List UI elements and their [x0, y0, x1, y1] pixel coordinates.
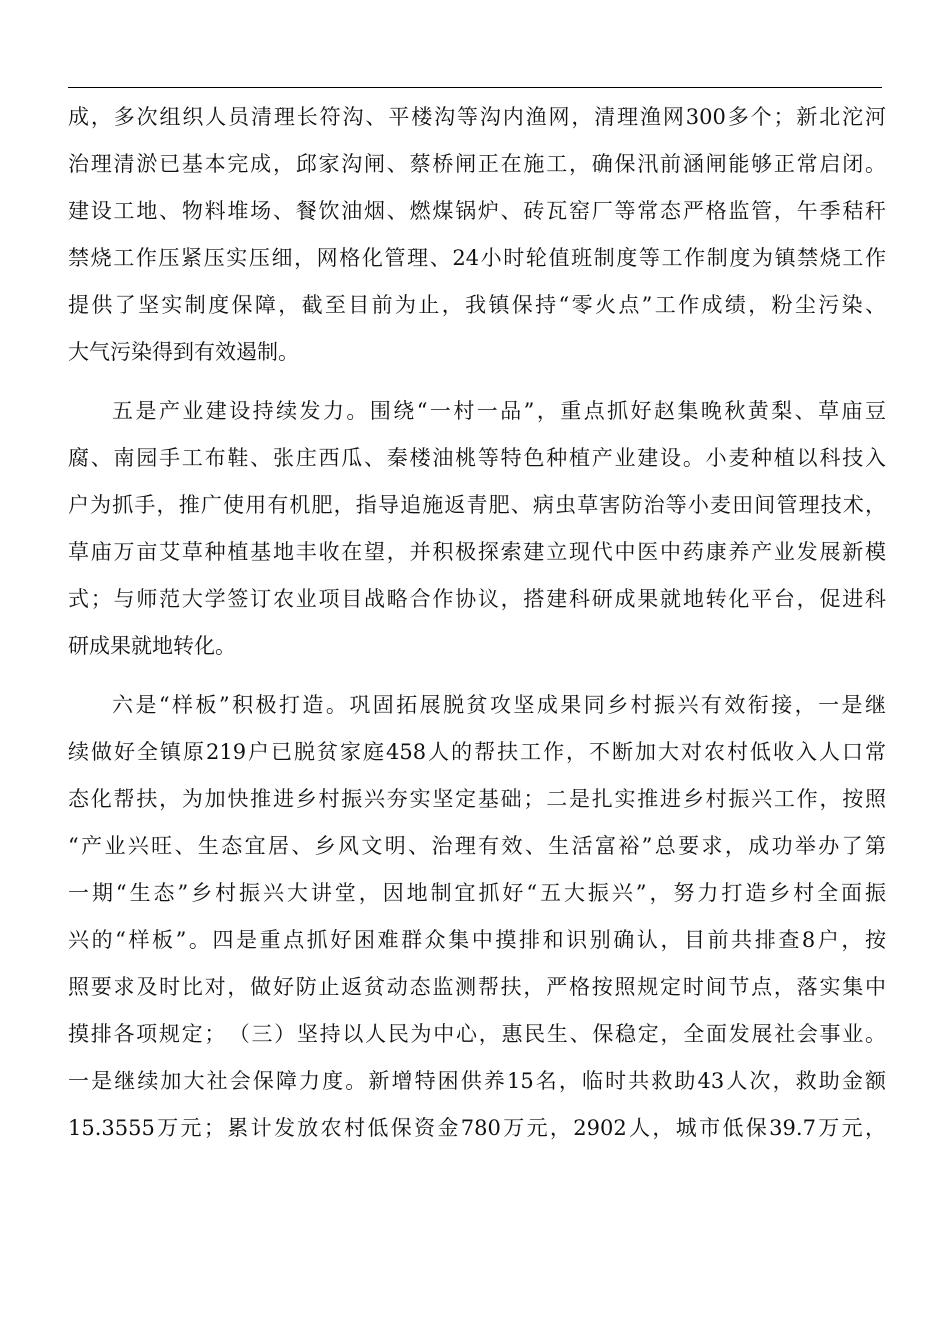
text-line: 大气污染得到有效遏制。: [68, 340, 299, 364]
text-line: 禁烧工作压紧压实压细，网格化管理、24小时轮值班制度等工作制度为镇禁烧工作: [68, 246, 886, 270]
text-line: 照要求及时比对，做好防止返贫动态监测帮扶，严格按照规定时间节点，落实集中: [68, 975, 886, 999]
text-line: 一是继续加大社会保障力度。新增特困供养15名，临时共救助43人次，救助金额: [68, 1069, 886, 1093]
text-line: 腐、南园手工布鞋、张庄西瓜、秦楼油桃等特色种植产业建设。小麦种植以科技入: [68, 446, 886, 470]
text-line: 五是产业建设持续发力。围绕“一村一品”，重点抓好赵集晚秋黄梨、草庙豆: [112, 399, 886, 423]
paragraph-environment: [68, 94, 886, 376]
text-line: 摸排各项规定； （三）坚持以人民为中心，惠民生、保稳定，全面发展社会事业。: [68, 1022, 886, 1046]
text-line: 治理清淤已基本完成，邱家沟闸、蔡桥闸正在施工，确保汛前涵闸能够正常启闭。: [68, 152, 886, 176]
text-line: 建设工地、物料堆场、餐饮油烟、燃煤锅炉、砖瓦窑厂等常态严格监管，午季秸秆: [68, 199, 886, 223]
text-line: 草庙万亩艾草种植基地丰收在望，并积极探索建立现代中医中药康养产业发展新模: [68, 540, 886, 564]
text-line: 续做好全镇原219户已脱贫家庭458人的帮扶工作，不断加大对农村低收入人口常: [68, 740, 886, 764]
text-line: 式；与师范大学签订农业项目战略合作协议，搭建科研成果就地转化平台，促进科: [68, 587, 886, 611]
text-line: “产业兴旺、生态宜居、乡风文明、治理有效、生活富裕”总要求，成功举办了第: [68, 834, 886, 858]
text-line: 成，多次组织人员清理长符沟、平楼沟等沟内渔网，清理渔网300多个；新北沱河: [68, 105, 886, 129]
text-line: 一期“生态”乡村振兴大讲堂，因地制宜抓好“五大振兴”，努力打造乡村全面振: [68, 881, 886, 905]
paragraph-model: [68, 682, 886, 1152]
text-line: 户为抓手，推广使用有机肥，指导追施返青肥、病虫草害防治等小麦田间管理技术，: [68, 493, 886, 517]
text-line: 研成果就地转化。: [68, 634, 236, 658]
header-rule: [68, 87, 882, 88]
text-line: 15.3555万元；累计发放农村低保资金780万元，2902人，城市低保39.7万元，: [68, 1116, 886, 1140]
document-body: [68, 94, 886, 1152]
text-line: 兴的“样板”。四是重点抓好困难群众集中摸排和识别确认，目前共排查8户，按: [68, 928, 886, 952]
text-line: 提供了坚实制度保障，截至目前为止，我镇保持“零火点”工作成绩，粉尘污染、: [68, 293, 886, 317]
text-line: 态化帮扶，为加快推进乡村振兴夯实坚定基础；二是扎实推进乡村振兴工作，按照: [68, 787, 886, 811]
text-line: 六是“样板”积极打造。巩固拓展脱贫攻坚成果同乡村振兴有效衔接，一是继: [112, 693, 886, 717]
paragraph-industry: [68, 388, 886, 670]
